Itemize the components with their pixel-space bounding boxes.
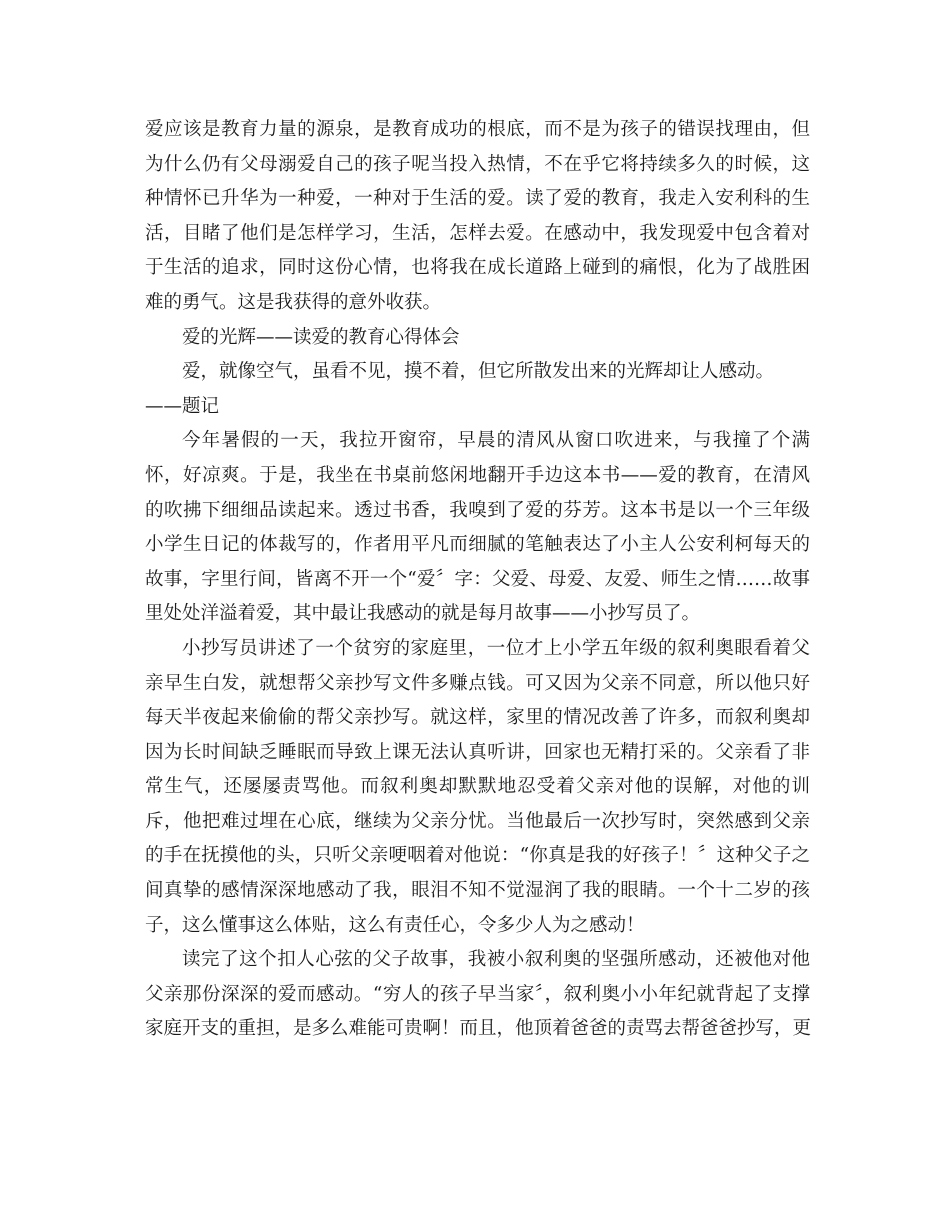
text-line: 活，目睹了他们是怎样学习，生活，怎样去爱。在感动中，我发现爱中包含着对	[145, 222, 810, 244]
text-line: 家庭开支的重担，是多么难能可贵啊！而且，他顶着爸爸的责骂去帮爸爸抄写，更	[145, 1018, 812, 1040]
text-line: 爱，就像空气，虽看不见，摸不着，但它所散发出来的光辉却让人感动。	[182, 361, 775, 383]
text-line: 难的勇气。这是我获得的意外收获。	[145, 291, 442, 313]
text-line: ——题记	[145, 395, 220, 417]
text-line: 常生气，还屡屡责骂他。而叙利奥却默默地忍受着父亲对他的误解，对他的训	[145, 776, 810, 798]
text-line: 于生活的追求，同时这份心情，也将我在成长道路上碰到的痛恨，化为了战胜困	[145, 257, 810, 279]
text-line: 故事，字里行间，皆离不开一个“爱〞字：父爱、母爱、友爱、师生之情……故事	[145, 568, 810, 590]
text-line: 父亲那份深深的爱而感动。“穷人的孩子早当家〞，叙利奥小小年纪就背起了支撑	[145, 983, 810, 1005]
text-line: 里处处洋溢着爱，其中最让我感动的就是每月故事——小抄写员了。	[145, 603, 701, 625]
text-line: 今年暑假的一天，我拉开窗帘，早晨的清风从窗口吹进来，与我撞了个满	[182, 430, 810, 452]
text-line: 爱应该是教育力量的源泉，是教育成功的根底，而不是为孩子的错误找理由，但	[145, 119, 810, 140]
text-line: 怀，好凉爽。于是，我坐在书桌前悠闲地翻开手边这本书——爱的教育，在清风	[145, 464, 810, 486]
text-line: 小学生日记的体裁写的，作者用平凡而细腻的笔触表达了小主人公安利柯每天的	[145, 534, 810, 556]
text-line: 的吹拂下细细品读起来。透过书香，我嗅到了爱的芬芳。这本书是以一个三年级	[145, 499, 810, 521]
text-line: 子，这么懂事这么体贴，这么有责任心，令多少人为之感动！	[145, 914, 645, 936]
document-body	[145, 113, 810, 1047]
text-line: 间真挚的感情深深地感动了我，眼泪不知不觉湿润了我的眼睛。一个十二岁的孩	[145, 880, 810, 902]
text-line: 种情怀已升华为一种爱，一种对于生活的爱。读了爱的教育，我走入安利科的生	[145, 188, 810, 210]
text-line: 因为长时间缺乏睡眠而导致上课无法认真听讲，回家也无精打采的。父亲看了非	[145, 741, 810, 763]
text-line: 读完了这个扣人心弦的父子故事，我被小叙利奥的坚强所感动，还被他对他	[182, 949, 810, 971]
text-line: 的手在抚摸他的头，只听父亲哽咽着对他说：“你真是我的好孩子！〞这种父子之	[145, 845, 810, 867]
text-line: 爱的光辉——读爱的教育心得体会	[182, 326, 460, 348]
text-line: 小抄写员讲述了一个贫穷的家庭里，一位才上小学五年级的叙利奥眼看着父	[182, 637, 810, 659]
text-line: 亲早生白发，就想帮父亲抄写文件多赚点钱。可又因为父亲不同意，所以他只好	[145, 672, 810, 694]
text-line: 每天半夜起来偷偷的帮父亲抄写。就这样，家里的情况改善了许多，而叙利奥却	[145, 707, 810, 729]
text-line: 为什么仍有父母溺爱自己的孩子呢当投入热情，不在乎它将持续多久的时候，这	[145, 153, 810, 175]
text-line: 斥，他把难过埋在心底，继续为父亲分忧。当他最后一次抄写时，突然感到父亲	[145, 810, 810, 832]
